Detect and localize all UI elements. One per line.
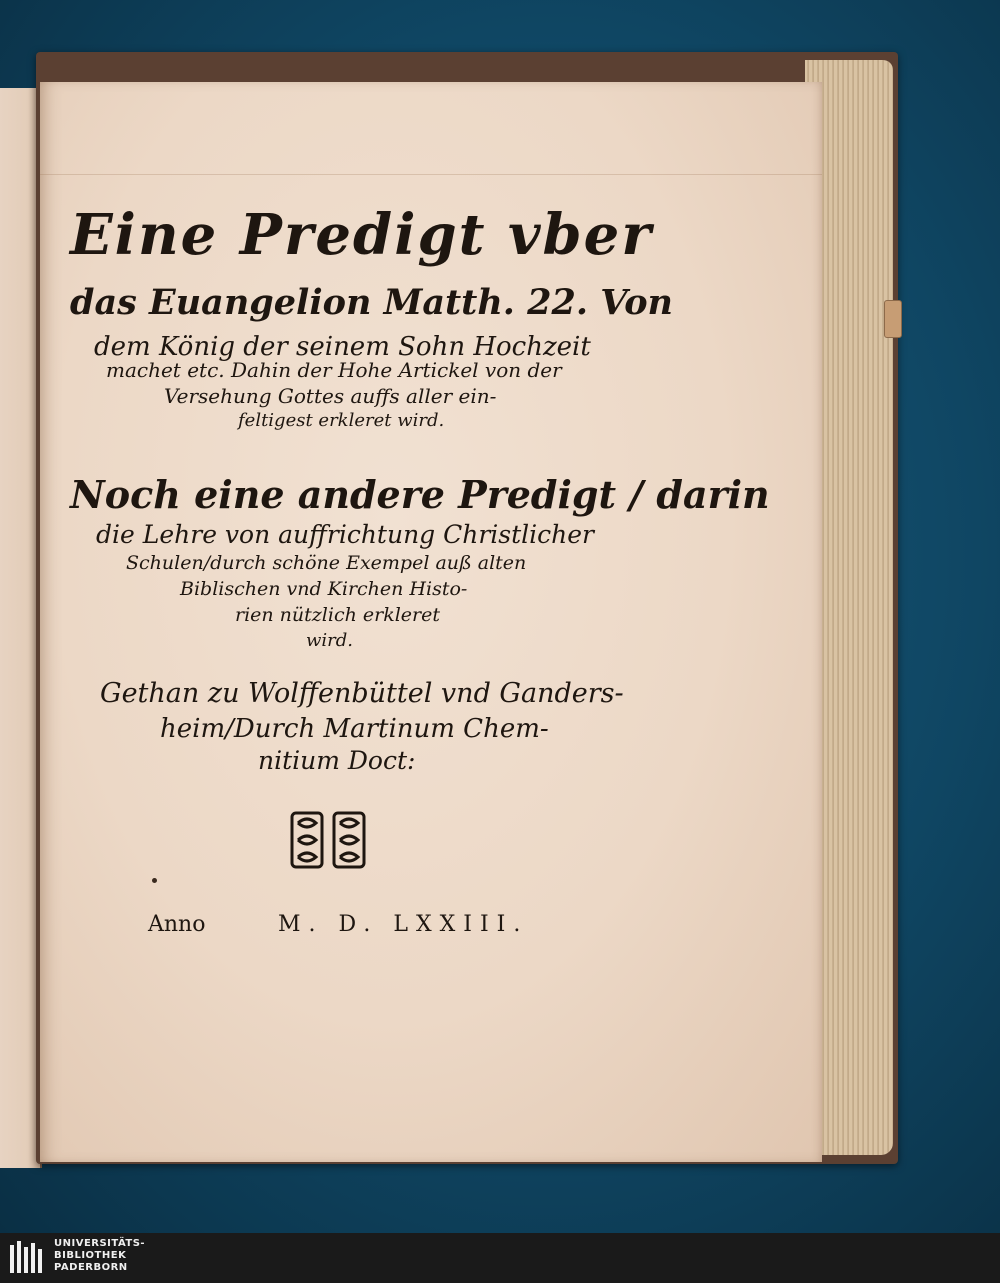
second-sermon-line-4: Biblischen vnd Kirchen Histo-: [180, 578, 468, 600]
author-line-2: heim/Durch Martinum Chem-: [160, 714, 549, 744]
logo-line-3: PADERBORN: [54, 1262, 128, 1273]
second-sermon-line-1: Noch eine andere Predigt / darin: [70, 472, 770, 517]
ub-paderborn-logo-icon: [8, 1239, 48, 1277]
title-page: [40, 82, 822, 1162]
page-crease: [40, 174, 822, 175]
logo-line-2: BIBLIOTHEK: [54, 1250, 127, 1261]
second-sermon-line-6: wird.: [306, 630, 354, 651]
second-sermon-line-2: die Lehre von auffrichtung Christlicher: [96, 520, 595, 549]
title-line-5: Versehung Gottes auffs aller ein-: [164, 384, 497, 408]
author-line-1: Gethan zu Wolffenbüttel vnd Ganders-: [100, 678, 624, 709]
title-line-3: dem König der seinem Sohn Hochzeit: [94, 332, 591, 362]
title-line-2: das Euangelion Matth. 22. Von: [70, 282, 673, 323]
printers-ornament-icon: [288, 809, 368, 871]
imprint-anno: Anno: [148, 912, 206, 937]
library-logo-text: [54, 1238, 145, 1274]
title-line-4: machet etc. Dahin der Hohe Artickel von der: [106, 358, 562, 382]
logo-line-1: UNIVERSITÄTS-: [54, 1238, 146, 1249]
imprint-year: M. D. LXXIII.: [278, 912, 529, 937]
bookmark-tab: [884, 300, 902, 338]
title-line-6: feltigest erkleret wird.: [238, 410, 445, 431]
second-sermon-line-5: rien nützlich erkleret: [235, 604, 440, 626]
ink-speck: [152, 878, 157, 883]
title-line-1: Eine Predigt vber: [70, 202, 653, 268]
author-line-3: nitium Doct:: [258, 746, 416, 775]
footer-bar: [0, 1233, 1000, 1283]
second-sermon-line-3: Schulen/durch schöne Exempel auß alten: [126, 552, 527, 574]
